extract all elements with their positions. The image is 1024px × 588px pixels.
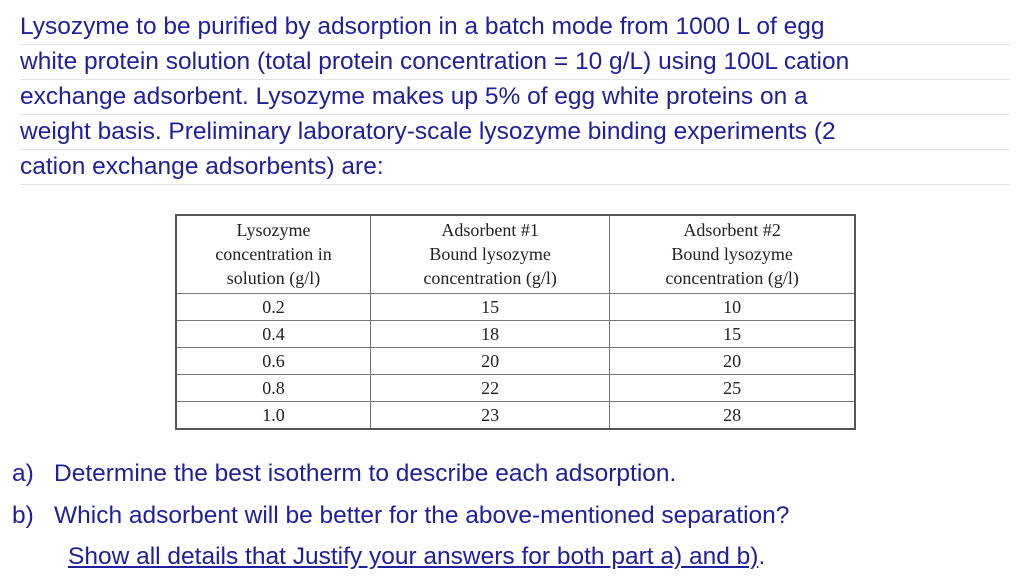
justify-instruction-text: Show all details that Justify your answers for both part a) and b) [68, 543, 759, 570]
header-line: concentration in [215, 244, 332, 264]
question-b-text: Which adsorbent will be better for the above-mentioned separation? [54, 502, 790, 529]
table-cell: 15 [371, 294, 610, 321]
table-cell: 0.2 [176, 294, 371, 321]
table-row [176, 294, 855, 321]
table-cell: 0.4 [176, 321, 371, 348]
table-row [176, 321, 855, 348]
table-row [176, 402, 855, 430]
table-cell: 1.0 [176, 402, 371, 430]
header-line: solution (g/l) [226, 268, 321, 288]
problem-line: Lysozyme to be purified by adsorption in a batch mode from 1000 L of egg [20, 10, 1010, 45]
question-b [12, 500, 789, 532]
table-cell: 20 [610, 348, 855, 375]
problem-line: white protein solution (total protein concentration = 10 g/L) using 100L cation [20, 45, 1010, 80]
table-cell: 28 [610, 402, 855, 430]
table-cell: 23 [371, 402, 610, 430]
problem-line: cation exchange adsorbents) are: [20, 150, 1010, 185]
question-a-label: a) [12, 460, 34, 487]
table-cell: 20 [371, 348, 610, 375]
table-header-row [176, 215, 855, 294]
binding-data-table [175, 214, 856, 430]
table-row [176, 375, 855, 402]
header-line: Adsorbent #2 [683, 220, 781, 240]
header-line: Bound lysozyme [429, 244, 551, 264]
header-line: concentration (g/l) [665, 268, 799, 288]
table-cell: 0.6 [176, 348, 371, 375]
question-a [12, 458, 676, 490]
table-cell: 0.8 [176, 375, 371, 402]
table-cell: 25 [610, 375, 855, 402]
header-adsorbent-1 [371, 215, 610, 294]
problem-statement [20, 10, 1010, 185]
problem-line: exchange adsorbent. Lysozyme makes up 5% of egg white proteins on a [20, 80, 1010, 115]
table-cell: 22 [371, 375, 610, 402]
table-cell: 18 [371, 321, 610, 348]
question-a-text: Determine the best isotherm to describe each adsorption. [54, 460, 677, 487]
problem-line: weight basis. Preliminary laboratory-scale lysozyme binding experiments (2 [20, 115, 1010, 150]
justify-instruction-period: . [758, 543, 766, 570]
justify-instruction [68, 541, 765, 573]
header-line: concentration (g/l) [423, 268, 557, 288]
header-line: Lysozyme [236, 220, 311, 240]
header-adsorbent-2 [610, 215, 855, 294]
table-cell: 10 [610, 294, 855, 321]
header-line: Bound lysozyme [671, 244, 793, 264]
question-b-label: b) [12, 502, 34, 529]
table-cell: 15 [610, 321, 855, 348]
header-line: Adsorbent #1 [441, 220, 539, 240]
header-solution-concentration [176, 215, 371, 294]
binding-data-table-container [175, 214, 856, 430]
table-row [176, 348, 855, 375]
